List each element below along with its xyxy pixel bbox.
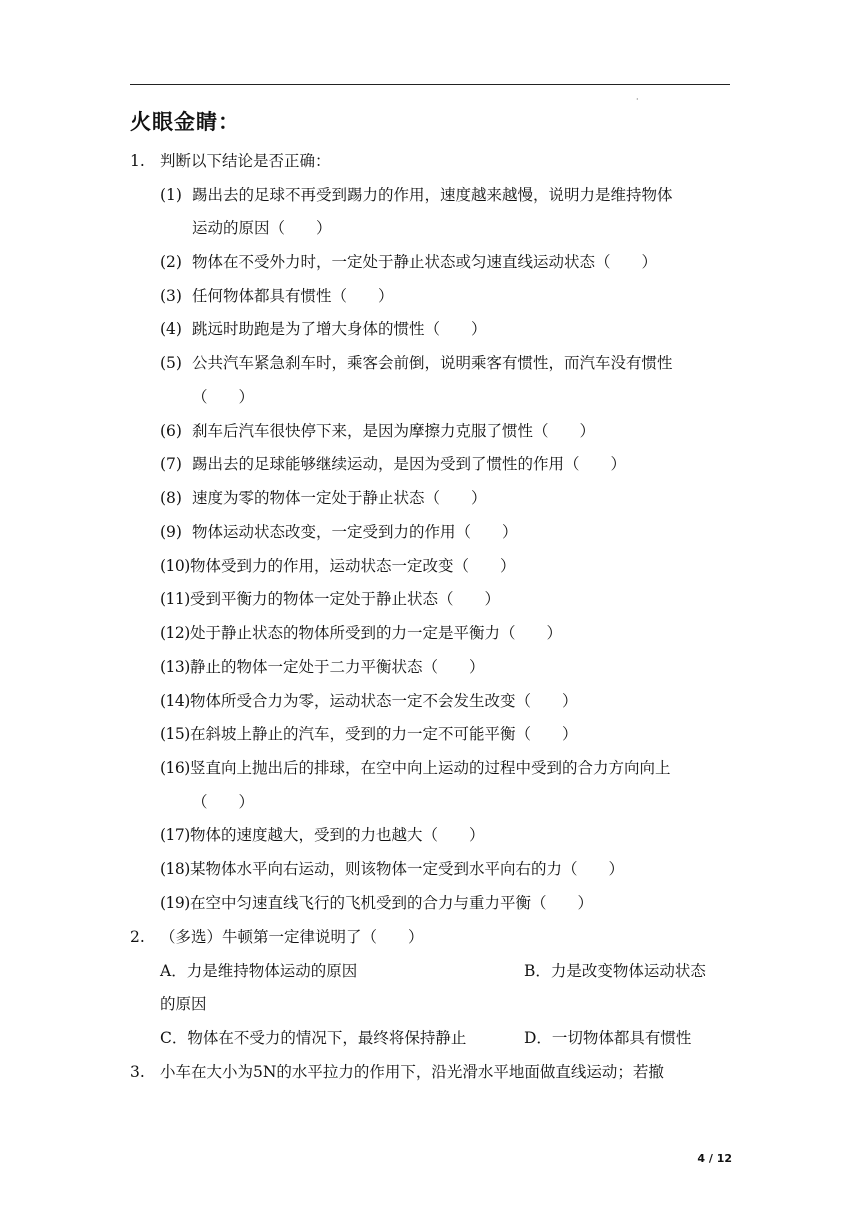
header-rule — [130, 84, 730, 85]
item-text-cont: （ ） — [192, 388, 255, 406]
item-label: (3) — [160, 287, 182, 305]
item-text: 公共汽车紧急刹车时，乘客会前倒，说明乘客有惯性，而汽车没有惯性 — [192, 354, 673, 372]
item-label: (19) — [160, 894, 190, 912]
option-d: D．一切物体都具有惯性 — [524, 1029, 692, 1047]
item-text: 物体运动状态改变，一定受到力的作用（ ） — [192, 523, 518, 541]
item-text: 某物体水平向右运动，则该物体一定受到水平向右的力（ ） — [190, 860, 625, 878]
item-text: 任何物体都具有惯性（ ） — [192, 287, 394, 305]
item-label: (17) — [160, 826, 190, 844]
item-text: 处于静止状态的物体所受到的力一定是平衡力（ ） — [190, 624, 563, 642]
option-c: C．物体在不受力的情况下，最终将保持静止 — [160, 1029, 467, 1047]
question-number: 3. — [130, 1063, 145, 1081]
item-label: (9) — [160, 523, 182, 541]
item-text-cont: 运动的原因（ ） — [192, 219, 332, 237]
item-text-cont: （ ） — [192, 793, 255, 811]
item-label: (4) — [160, 320, 182, 338]
page-number: 4 / 12 — [697, 1152, 732, 1165]
item-label: (2) — [160, 253, 182, 271]
item-text: 在空中匀速直线飞行的飞机受到的合力与重力平衡（ ） — [190, 894, 594, 912]
item-text: 跳远时助跑是为了增大身体的惯性（ ） — [192, 320, 487, 338]
question-text: 判断以下结论是否正确： — [160, 152, 331, 170]
item-label: (11) — [160, 590, 190, 608]
option-b: B．力是改变物体运动状态 — [524, 962, 706, 980]
item-label: (1) — [160, 186, 182, 204]
option-b-cont: 的原因 — [160, 995, 207, 1013]
item-text: 踢出去的足球不再受到踢力的作用，速度越来越慢，说明力是维持物体 — [192, 186, 673, 204]
item-label: (6) — [160, 422, 182, 440]
item-text: 受到平衡力的物体一定处于静止状态（ ） — [190, 590, 501, 608]
item-label: (14) — [160, 692, 190, 710]
item-text: 踢出去的足球能够继续运动，是因为受到了惯性的作用（ ） — [192, 455, 627, 473]
item-label: (10) — [160, 557, 190, 575]
item-label: (8) — [160, 489, 182, 507]
item-text: 刹车后汽车很快停下来，是因为摩擦力克服了惯性（ ） — [192, 422, 596, 440]
item-label: (13) — [160, 658, 190, 676]
section-title: 火眼金睛： — [130, 110, 240, 134]
question-number: 1. — [130, 152, 145, 170]
item-text: 静止的物体一定处于二力平衡状态（ ） — [190, 658, 485, 676]
option-a: A．力是维持物体运动的原因 — [160, 962, 358, 980]
question-number: 2. — [130, 928, 145, 946]
item-label: (12) — [160, 624, 190, 642]
item-text: 物体在不受外力时，一定处于静止状态或匀速直线运动状态（ ） — [192, 253, 658, 271]
item-label: (5) — [160, 354, 182, 372]
item-text: 物体受到力的作用，运动状态一定改变（ ） — [190, 557, 516, 575]
item-text: 在斜坡上静止的汽车，受到的力一定不可能平衡（ ） — [190, 725, 578, 743]
item-text: 物体的速度越大，受到的力也越大（ ） — [190, 826, 485, 844]
item-label: (7) — [160, 455, 182, 473]
item-label: (16) — [160, 759, 190, 777]
item-text: 物体所受合力为零，运动状态一定不会发生改变（ ） — [190, 692, 578, 710]
item-text: 速度为零的物体一定处于静止状态（ ） — [192, 489, 487, 507]
question-text: （多选）牛顿第一定律说明了（ ） — [160, 928, 424, 946]
item-label: (18) — [160, 860, 190, 878]
question-text: 小车在大小为5N的水平拉力的作用下，沿光滑水平地面做直线运动；若撤 — [160, 1063, 664, 1081]
item-label: (15) — [160, 725, 190, 743]
header-mark: · — [636, 95, 639, 104]
item-text: 竖直向上抛出后的排球，在空中向上运动的过程中受到的合力方向向上 — [190, 759, 671, 777]
